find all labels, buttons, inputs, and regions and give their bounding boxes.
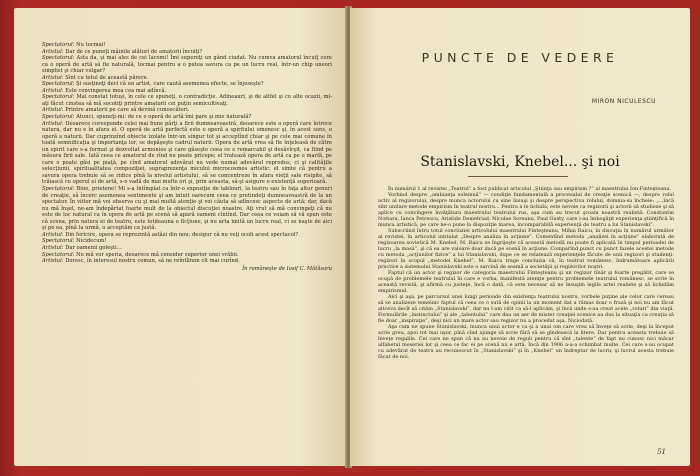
dialogue-line: Artistul: Doresc, în interesul nostru comun, să ne reîntîlnim cît mai curînd. [42, 258, 240, 265]
article-body [378, 186, 674, 360]
right-page [350, 8, 690, 466]
dialogue-line: Spectatorul: Nicidecum! [42, 238, 107, 245]
translation-credit: În româneşte de Iosif C. Mătăsaru [242, 265, 332, 272]
dialogue-line: Spectatorul: Mai constat totuşi, în cele ce spuneţi, o contradicţie. Adineauri, şi de altfel şi cu alte ocazii, mi-aţi făcut cinstea să mă socotiţi printre amatorii cei puţin semicultivaţi. [42, 94, 333, 107]
dialogue-line: Spectatorul: Atunci, spuneţi-mi: de ce o operă de artă îmi pare şi mie naturală? [42, 114, 252, 121]
dialogue-text [42, 42, 332, 272]
author-name: MIRON NICULESCU [591, 98, 656, 105]
dialogue-line: Artistul: Printre amatorii pe care să devină cunoscători. [42, 107, 190, 114]
dialogue-line: Artistul: Este convingerea mea cea mai adîncă. [42, 87, 167, 94]
dialogue-line: Spectatorul: Bine, prietene! Mi s-a întîmplat ca într-o expoziţie de tablouri, la teatru sau în faţa altor genuri de creaţie, să încerc asemenea sentimente şi am intuit oarecum ceea ce pretindeţi dumneavoastră de la un spectator. În viitor mă voi observa cu şi mai multă atenţie şi voi căuta să adîncesc aspecte de artă; dar, dacă nu mă înşel, ne-am îndepărtat foarte mult de la obiectul discuţiei noastre. Aţi vrut să mă convingeţi că nu este de loc natural ca în opera de artă pe scenă să apară oameni cîntînd. Dar ceea ce voiam să vă spun este că scena, prin natura ei de teatru, este totdeauna o ficţiune, şi nu arta imită un lucru real, ci se naşte de aici şi pe ea, pînă la urmă, o acceptăm ca justă. [42, 186, 333, 232]
article-title: Stanislavski, Knebel... şi noi [420, 154, 620, 170]
left-page [14, 8, 347, 466]
dialogue-line: Artistul: Dar oamenii goleşti... [42, 244, 122, 251]
dialogue-line: Spectatorul: Nu mă vor speria, deoarece mă consider superior unei vrăbii. [42, 251, 239, 258]
dialogue-line: Artistul: Dar de ce puneţi mâinile alături de amatorii încuiţi? [42, 48, 203, 55]
dialogue-line: Artistul: Din fericire, opera se reprezintă astăzi din nou; desigur că nu veţi ocoli acest spectacol? [42, 231, 299, 238]
article-paragraph: Faptul că un actor şi regizor de categoria maestrului Finteşteanu şi un regizor tînăr şi foarte pregătit, care se ocupă de problemele teatrului în care e vorba, manifestă atenţie pentru problemele teatrului românesc, se scrie în această revistă, şi afirmă cu justeţe, încă o dată, că este necesar să ne însuşim legile artei realiste şi să lichidăm empirismul. [378, 270, 674, 294]
dialogue-line: Spectatorul: Şi susţineţi deci că un artist, care caută asemenea efecte, se înjoseşte? [42, 81, 264, 88]
section-title: PUNCTE DE VEDERE [421, 50, 619, 65]
article-paragraph: Subscriind întru totul concluziei articolului maestrului Finteşteanu, Mihai Raicu, în discuţia în numărul următor al revistei, în articolul intitulat „Despre analiza în acţiune”. Comentînd metoda „analizei în acţiune” elaborată de regizoarea sovietică M. Knebel, M. Raicu se îngrijeşte că această metodă nu poate fi aplicată în timpul perioadei de lucru „la masă”, şi că ea are valoare doar dacă pe scenă în acţiune. Comparînd punct cu punct fazele acestei metode cu metoda „acţiunilor fizice” a lui Stanislavski, dupe ce se relatează experienţele făcute de unii regizori şi studenţi-regizori în scopul „metodei Knebel”, M. Raicu trage concluzia că, în teatrul românesc, îndrumătoare aplicării practice a sistemului Stanislavski este o sarcină de seamă a societăţii şi regizorilor noştri. [378, 228, 674, 270]
dialogue-line: Artistul: Deoarece corespunde celei mai bune părţi a firii dumneavoastră, deoarece este o operă care întrece natura, dar nu e în afara ei. O operă de artă perfectă este o operă a spiritului omenesc şi, în acest sens, o operă a naturii. Dar cuprinzînd obiecte izolate într-un singur tot şi acceptînd chiar şi pe cele mai comune în toată semnificaţia şi importanţa lor, se depăşeşte cadrul naturii. Opera de artă vrea să fie înţeleasă de către un spirit care s-a format şi dezvoltat armonios şi care găseşte ceea ce e remarcabil şi desăvîrşit, ca fiind pe măsura firii sale. Iată ceea ce amatorul de rînd nu poate pricepe; el tratează opera de artă ca pe o marfă, pe care o poate găsi pe piaţă, pe cînd amatorul adevărat nu vede numai adevărul reprodus, ci şi calităţile selecţiunii, spiritualitatea compoziţiei, supraprezenţa micului microcosmos artistic: el simte că pentru a savura opera trebuie să se ridice pînă la nivelul artistului, să se concentreze în afara vieţii sale risipite, să trăiască cu operul ei de artă, s-o vadă de mai multe ori şi, prin aceasta, să-şi asigure o existenţă superioară. [42, 120, 332, 186]
dialogue-line: Spectatorul: Asta da, şi mai ales de cei lacomi! Îmi supereţi un gând ciudat. Nu cumva amatorul încuiţ cere ca o operă de artă să fie naturală, tocmai pentru a o putea savura ca pe un lucru real, într-un chip uneori simplist şi chiar vulgar? [42, 55, 332, 75]
dialogue-line: Spectatorul: Nu tocmai! [42, 42, 106, 48]
page-number: 51 [657, 448, 666, 456]
article-paragraph: Aici şi aşa, pe parcursul unei lungi perioade din existenţa teatrului nostru, vorbele puţine ale celor care cereau să se analizeze temeinic faptul că ceea ce o sută de opinii la un moment dat a rămas doar o frază şi noi nu am făcut altceva decît să cităm „Stanislavski”, dar nu l-am citit ca să-l aplicăm, şi încă unde s-au creat acele „roluri” din viaţă. Formulările „instinctului” şi ale „talentului” care dau un aer de mister creaţiei scenice au dus la situaţia ca creaţia să fie doar „inspiraţie”, deşi nici un mare actor sau regizor nu a procedat aşa. Niciodată. [378, 294, 674, 324]
article-paragraph: Aşa cum ne spune Stanislavski, munca unui actor e ca şi a unui om care vrea să înveţe să scrie, deşi la început scrie greu, apoi tot mai uşor, pînă cînd ajunge să scrie fără să se gîndească la litere. Dar pentru aceasta trebuie să înveţe regulile. Cei care ne spun că nu au nevoie de reguli pentru că sînt „talente” de fapt nu cunosc nici măcar alfabetul meseriei lor şi ceea ce fac ei pe scenă nu e artă. Încă din 1906 a-a-a schimbat multe. Cei care s-au ocupat cu adevărat de teatru au recunoscut în „Stanislavski” şi în „Knebel” un îndreptar de lucru; şi lucrul acesta trebuie făcut de noi. [378, 324, 674, 360]
dialogue-line: Artistul: Sînt cu totul de această părere. [42, 74, 149, 81]
title-divider [468, 176, 568, 177]
article-paragraph: Vorbind despre „ambianţa solemnă” — condiţie fundamentală a procesului de creaţie scenică —, despre rolul activ al regizorului, despre munca actorului cu sine însuşi şi despre perspectiva rolului, domnia-sa încheie: „...încă sînt unitare metode empirism în teatrul nostru... Pentru a le lichida, este nevoie ca regizorii şi actorii să studieze şi să aplice cu convingere învăţătura maestrului teatrului rus, aşa cum au trecut şcoala noastră realistă: Constantin Nottara, Ianca Petrescu, Aristide Demetriad, Nicolae Soreanu, Paul Gusty, care i-au îmbogăţit experienţa ştiinţifică în munca artistică, pe care ne-o pune la dispoziţie marea, incomparabilă experienţă de teatru a lui Stanislavski”. [378, 192, 674, 228]
article-paragraph: În numărul 1 al revistei „Teatrul” a fost publicat articolul „Ştiinţa sau empirism ?” al maestrului Ion Finteşteanu. [388, 186, 672, 192]
